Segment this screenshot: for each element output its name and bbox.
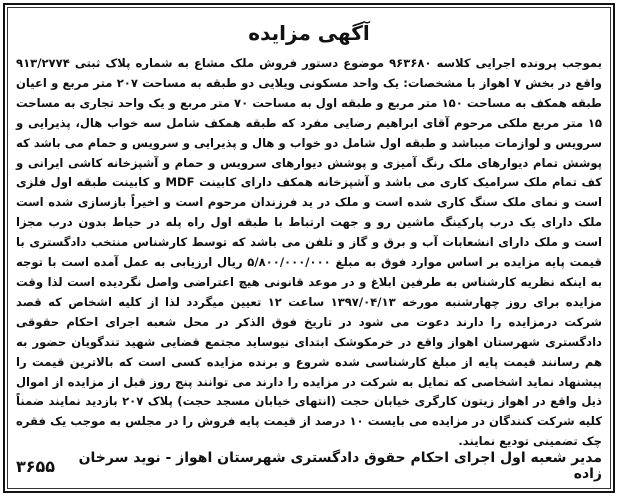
notice-body: بموجب پرونده اجرایی کلاسه ۹۶۳۶۸۰ موضوع دستور فروش ملک مشاع به شماره پلاک ثبتی ۹۱۳/۲۷۷۴ واقع در بخش ۷ اهواز با مشخصات: یک واحد مسکونی ویلایی دو طبقه به مساحت ۲۰۷ متر مربع و اعیان طبقه همکف به مساحت ۱۵۰ متر مربع و طبقه اول به مساحت ۷۰ متر مربع و یک واحد تجاری به مساحت ۱۵ متر مربع ملکی مرحوم آقای ابراهیم رضایی مفرد که طبقه همکف شامل سه خواب هال، پذیرایی و سرویس و لوازمات میباشد و طبقه اول شامل دو خواب و هال و پذیرایی و سرویس و حمام می باشد که پوشش تمام دیوارهای ملک رنگ آمیزی و پوشش دیوارهای سرویس و حمام و آشپزخانه کاشی ایرانی و کف تمام ملک سرامیک کاری می باشد و آشپزخانه همکف دارای کابینت MDF و کابینت طبقه اول فلزی است و نمای ملک سنگ کاری شده است و ملک در ید فرزندان مرحوم است و اخیراً بازسازی شده است ملک دارای یک درب پارکینگ ماشین رو و جهت ارتباط با طبقه اول راه پله در حیاط بدون درب مجزا است و ملک دارای انشعابات آب و برق و گاز و تلفن می باشد که توسط کارشناس منتخب دادگستری با قیمت پایه مزایده بر اساس موارد فوق به مبلغ ۵/۸۰۰/۰۰۰/۰۰۰ ریال ارزیابی به عمل آمده است با توجه به اینکه نظریه کارشناس به طرفین ابلاغ و در موعد قانونی هیچ اعتراضی واصل نگردیده است لذا وقت مزایده برای روز چهارشنبه مورخه ۱۳۹۷/۰۴/۱۳ ساعت ۱۲ تعیین میگردد لذا از کلیه اشخاص که قصد شرکت درمزایده را دارند دعوت می شود در تاریخ فوق الذکر در محل شعبه اجرای احکام حقوقی دادگستری شهرستان اهواز واقع در خرمکوشک ابتدای نیوساید مجتمع قضایی شهید تندگویان حضور به هم رسانند قیمت پایه از مبلغ کارشناسی شده شروع و برنده مزایده کسی است که بالاترین قیمت را پیشنهاد نماید اشخاصی که تمایل به شرکت در مزایده را دارند می توانند پنج روز قبل از مزایده از اموال ذیل واقع در اهواز زیتون کارگری خیابان حجت (انتهای خیابان مسجد حجت) پلاک ۲۰۷ بازدید نمایند ضمناً کلیه شرکت کنندگان در مزایده می بایست ۱۰ درصد از قیمت پایه فروش را در مجلس به موجب یک فقره چک تضمینی تودیع نمایند. [16,56,603,449]
notice-signature: مدیر شعبه اول اجرای احکام حقوق دادگستری شهرستان اهواز - نوید سرخان زاده [78,450,602,482]
notice-code: ۳۶۵۵ [16,456,56,476]
notice-title: آگهی مزایده [248,21,370,45]
notice-inner-border [7,7,611,489]
notice-frame [3,3,615,493]
notice-footer [16,450,602,482]
